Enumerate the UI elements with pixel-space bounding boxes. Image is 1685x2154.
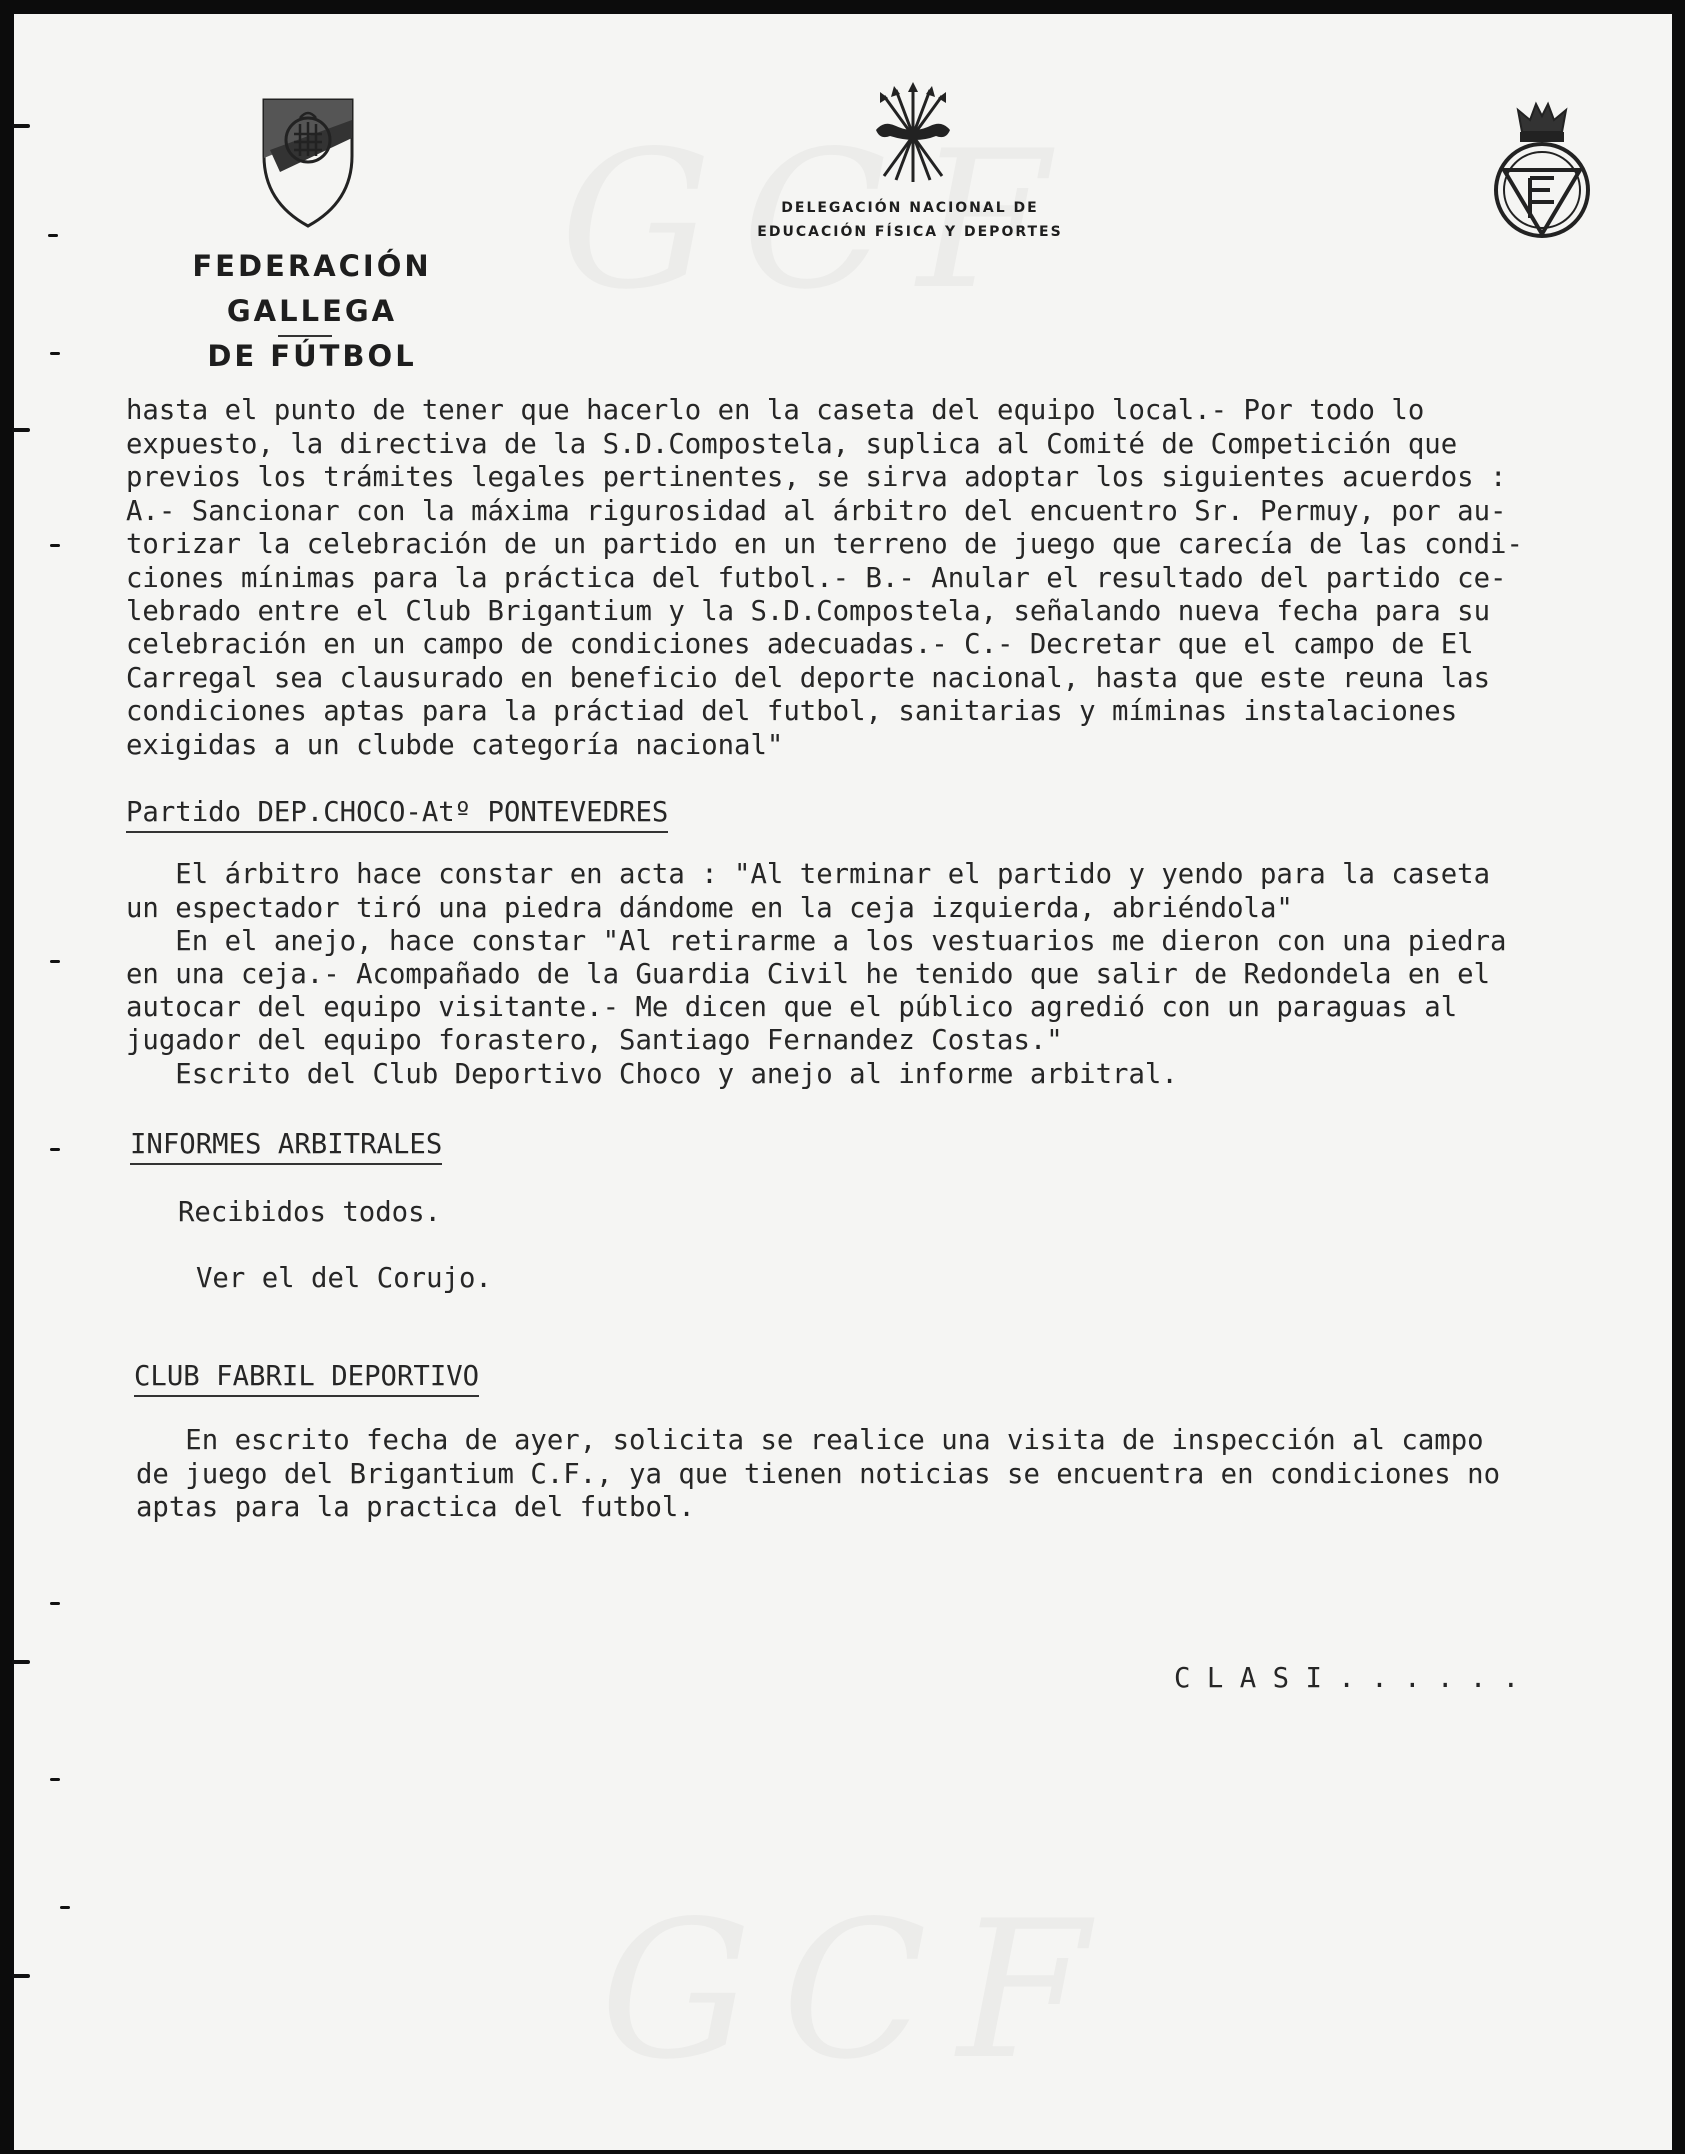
yoke-and-arrows-icon (870, 82, 956, 190)
text-line: Escrito del Club Deportivo Choco y anejo al informe arbitral. (126, 1059, 1178, 1090)
binder-mark (12, 428, 30, 432)
text-line: condiciones aptas para la práctiad del futbol, sanitarias y míminas instalaciones (126, 696, 1458, 727)
text-line: jugador del equipo forastero, Santiago Fernandez Costas." (126, 1025, 1063, 1056)
binder-mark (60, 1906, 70, 1909)
binder-mark (12, 1974, 30, 1978)
text-line: aptas para la practica del futbol. (136, 1492, 695, 1523)
section-heading-partido: Partido DEP.CHOCO-Atº PONTEVEDRES (126, 796, 668, 833)
text-line: autocar del equipo visitante.- Me dicen que el público agredió con un paraguas al (126, 992, 1458, 1023)
text-line: hasta el punto de tener que hacerlo en la caseta del equipo local.- Por todo lo (126, 395, 1425, 426)
text-line: en una ceja.- Acompañado de la Guardia Civil he tenido que salir de Redondela en el (126, 959, 1491, 990)
text-line: lebrado entre el Club Brigantium y la S.D.Compostela, señalando nueva fecha para su (126, 596, 1491, 627)
text-line: En el anejo, hace constar "Al retirarme a los vestuarios me dieron con una piedra (126, 926, 1507, 957)
binder-mark (50, 1602, 60, 1605)
binder-mark (50, 1778, 60, 1781)
federation-name-line1: FEDERACIÓN GALLEGA (192, 249, 432, 328)
binder-mark (50, 352, 60, 355)
divider (278, 335, 332, 337)
text-line: expuesto, la directiva de la S.D.Compostela, suplica al Comité de Competición que (126, 429, 1458, 460)
text-line: de juego del Brigantium C.F., ya que tienen noticias se encuentra en condiciones no (136, 1459, 1501, 1490)
text-line: torizar la celebración de un partido en un terreno de juego que carecía de las condi- (126, 529, 1523, 560)
text-line: un espectador tiró una piedra dándome en la ceja izquierda, abriéndola" (126, 893, 1293, 924)
delegation-name-line1: DELEGACIÓN NACIONAL DE (781, 200, 1039, 216)
federation-shield-icon (260, 94, 356, 234)
binder-mark (50, 960, 60, 963)
crowned-crest-icon (1490, 96, 1594, 244)
section-heading-fabril: CLUB FABRIL DEPORTIVO (134, 1360, 479, 1397)
text-line: celebración en un campo de condiciones adecuadas.- C.- Decretar que el campo de El (126, 629, 1474, 660)
federation-name-line2: DE FÚTBOL (207, 339, 417, 373)
delegation-name (720, 196, 1100, 244)
text-line: previos los trámites legales pertinentes, se sirva adoptar los siguientes acuerdos : (126, 462, 1507, 493)
binder-mark (50, 1148, 60, 1151)
text-line: En escrito fecha de ayer, solicita se realice una visita de inspección al campo (136, 1425, 1484, 1456)
text-line: Ver el del Corujo. (196, 1263, 492, 1294)
binder-mark (50, 544, 60, 547)
delegation-name-line2: EDUCACIÓN FÍSICA Y DEPORTES (757, 224, 1063, 240)
watermark (600, 1880, 1119, 2101)
text-line: Recibidos todos. (178, 1197, 441, 1228)
text-line: Carregal sea clausurado en beneficio del deporte nacional, hasta que este reuna las (126, 663, 1491, 694)
text-line: A.- Sancionar con la máxima rigurosidad al árbitro del encuentro Sr. Permuy, por au- (126, 496, 1507, 527)
binder-mark (48, 234, 58, 237)
binder-mark (12, 124, 30, 128)
section-heading-informes: INFORMES ARBITRALES (130, 1128, 442, 1165)
text-line: El árbitro hace constar en acta : "Al terminar el partido y yendo para la caseta (126, 859, 1491, 890)
text-line: exigidas a un clubde categoría nacional" (126, 730, 784, 761)
footer-mark: C L A S I . . . . . . (1174, 1663, 1520, 1694)
binder-mark (12, 1660, 30, 1664)
federation-name (112, 244, 512, 379)
text-line: ciones mínimas para la práctica del futbol.- B.- Anular el resultado del partido ce- (126, 563, 1507, 594)
